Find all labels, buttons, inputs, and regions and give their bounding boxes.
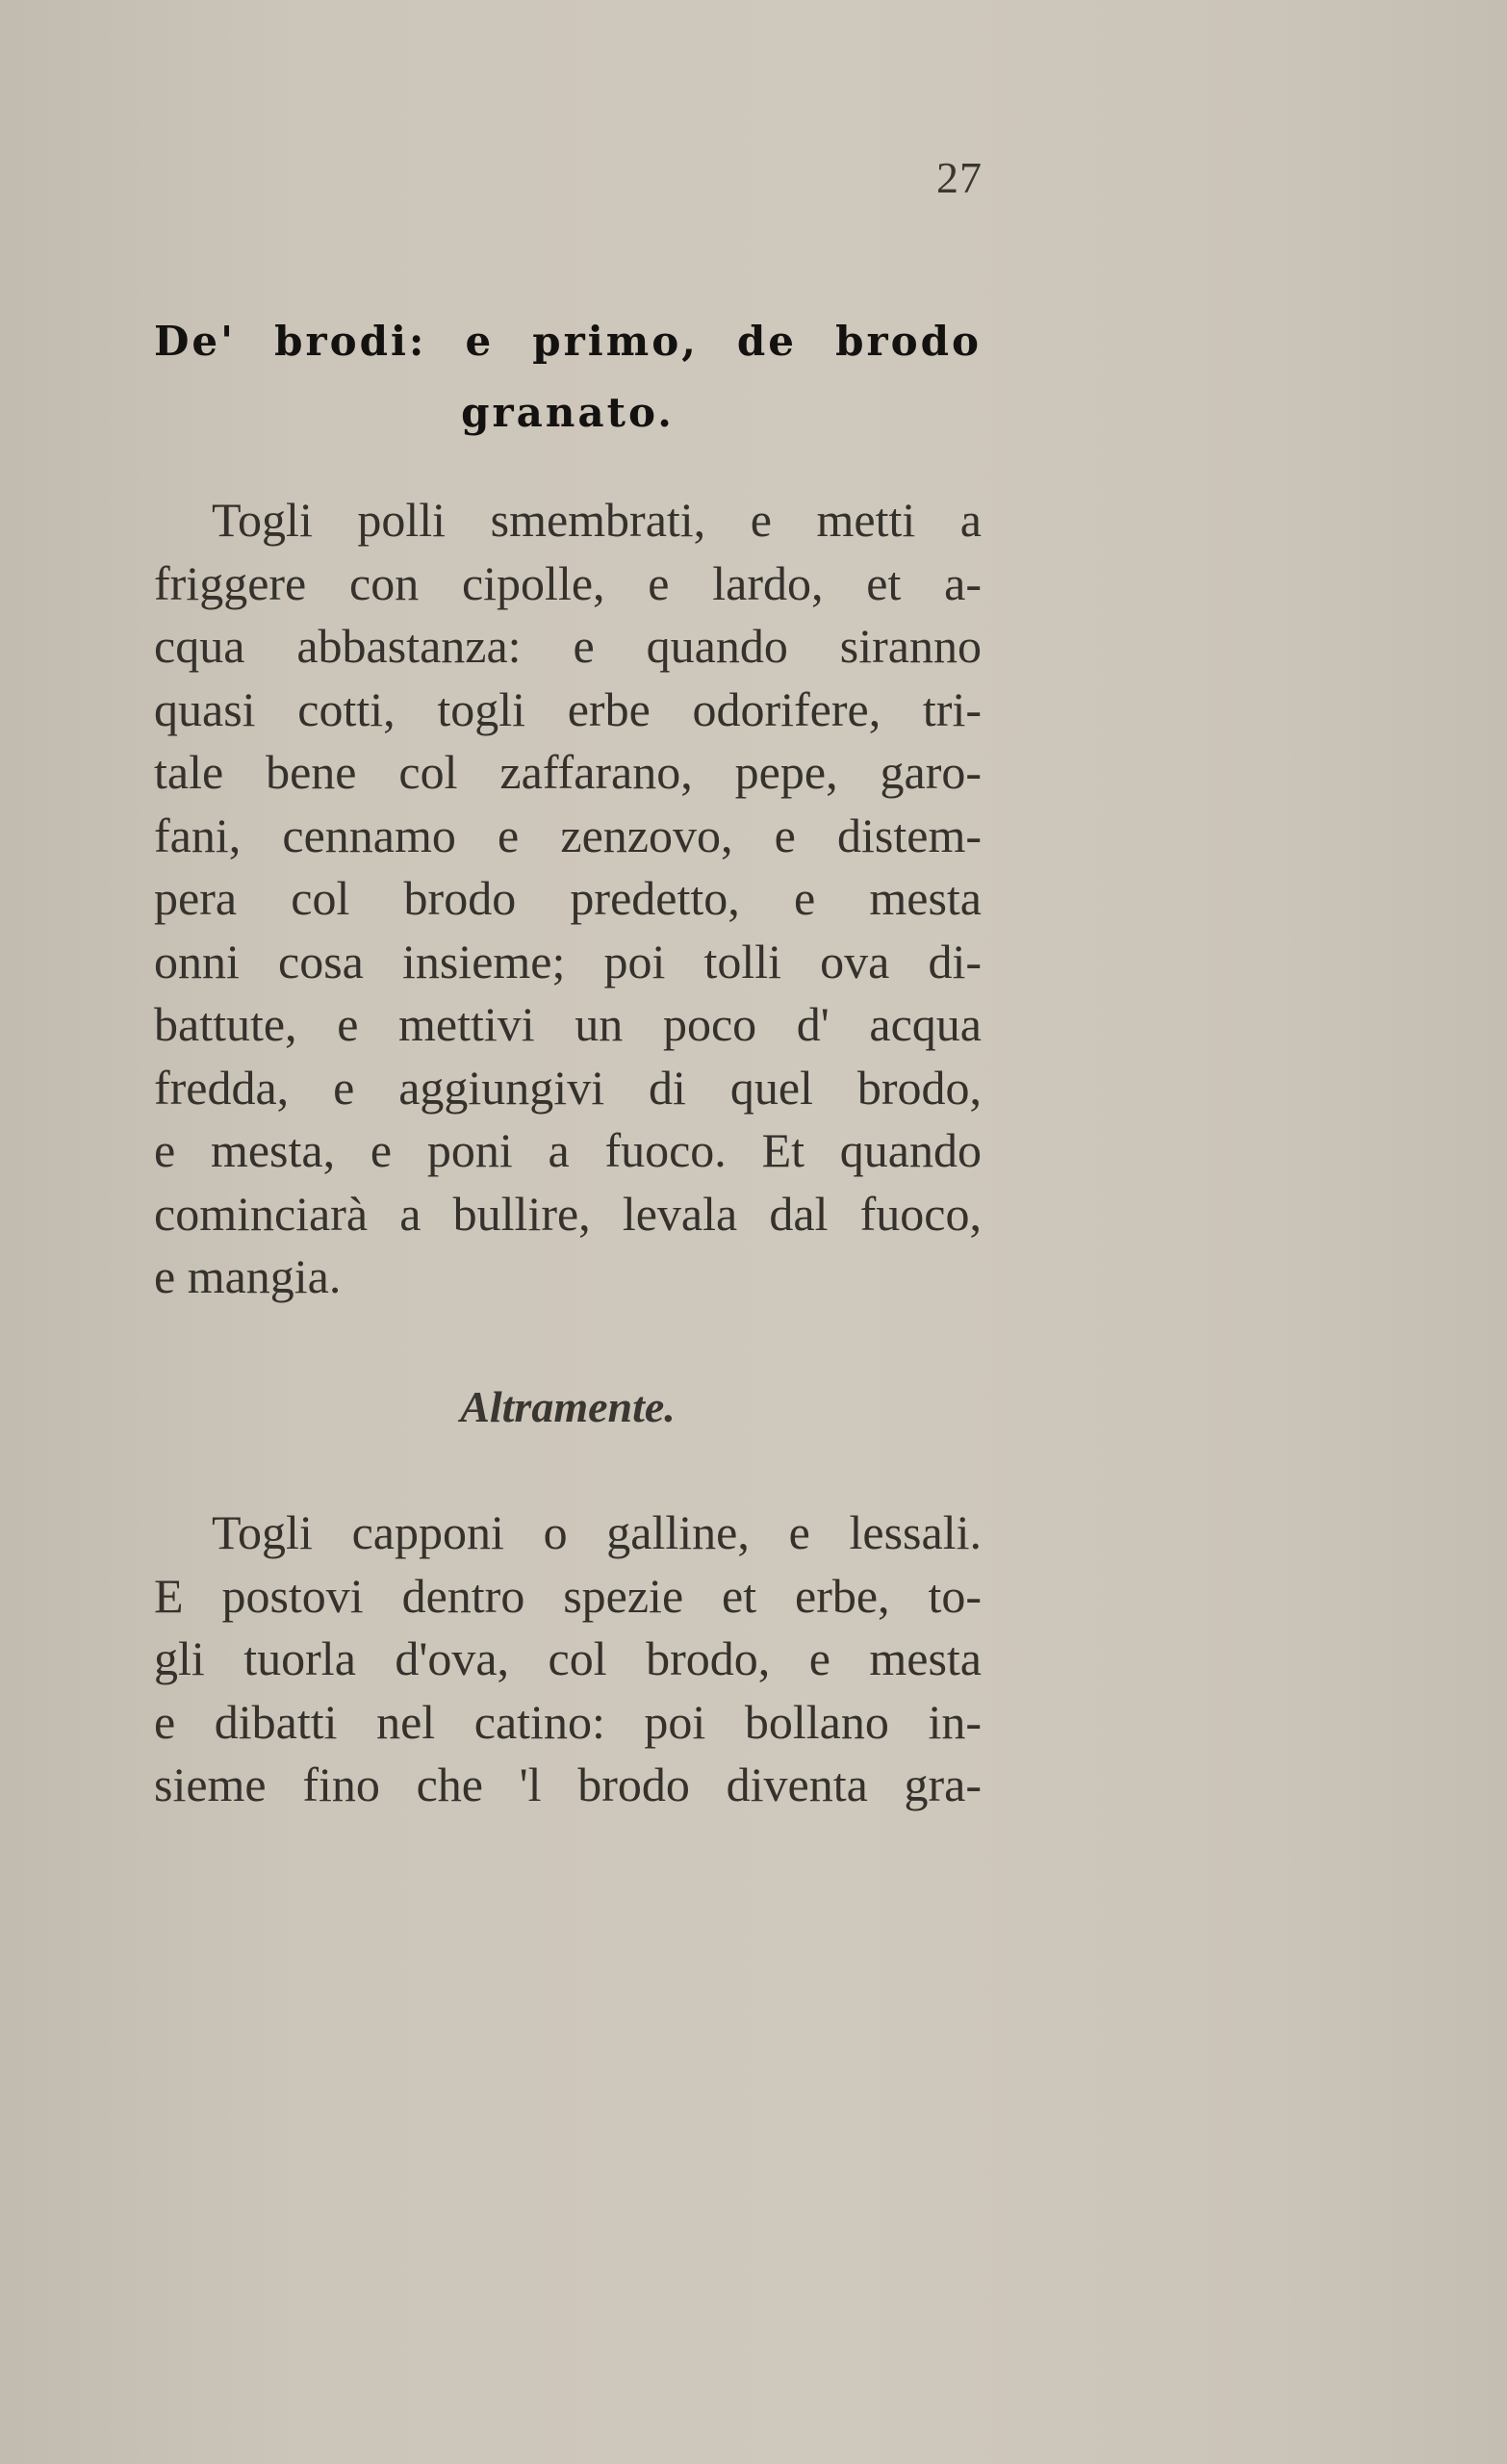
text-line: fredda, e aggiungivi di quel brodo, [154, 1060, 982, 1115]
recipe-paragraph [154, 1502, 982, 1817]
text-line: gli tuorla d'ova, col brodo, e mesta [154, 1631, 982, 1685]
text-line: pera col brodo predetto, e mesta [154, 871, 982, 925]
text-line: e mangia. [154, 1249, 342, 1303]
heading-line: De' brodi: e primo, de brodo [154, 318, 982, 365]
text-line: tale bene col zaffarano, pepe, garo- [154, 745, 982, 799]
recipe-paragraph [154, 489, 982, 1309]
text-line: onni cosa insieme; poi tolli ova di- [154, 934, 982, 988]
text-line: Togli polli smembrati, e metti a [212, 493, 982, 547]
text-line: fani, cennamo e zenzovo, e distem- [154, 808, 982, 862]
chapter-heading [154, 306, 982, 449]
section-subheading: Altramente. [460, 1382, 676, 1431]
text-line: sieme fino che 'l brodo diventa gra- [154, 1758, 982, 1811]
text-line: cominciarà a bullire, levala dal fuoco, [154, 1186, 982, 1241]
text-line: e dibatti nel catino: poi bollano in- [154, 1694, 982, 1749]
text-line: quasi cotti, togli erbe odorifere, tri- [154, 681, 982, 736]
text-line: friggere con cipolle, e lardo, et a- [154, 555, 982, 610]
text-line: e mesta, e poni a fuoco. Et quando [154, 1123, 982, 1177]
heading-line: granato. [461, 389, 675, 436]
text-line: battute, e mettivi un poco d' acqua [154, 997, 982, 1051]
text-line: E postovi dentro spezie et erbe, to- [154, 1568, 982, 1623]
text-line: Togli capponi o galline, e lessali. [212, 1505, 982, 1559]
page-number: 27 [936, 153, 983, 202]
text-line: cqua abbastanza: e quando siranno [154, 619, 982, 673]
